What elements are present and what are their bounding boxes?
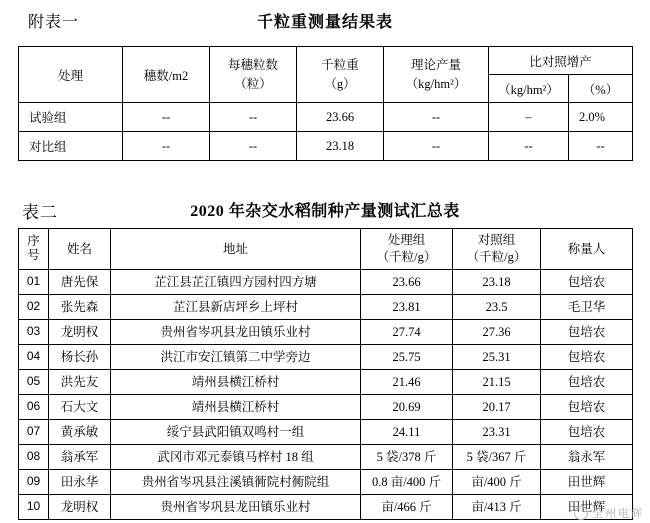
cell-yield: -- [384,103,489,132]
cell-grains: -- [210,103,297,132]
section-one-label: 附表一 [28,14,80,31]
cell-panicle: -- [123,132,210,161]
header-tgw-line2: （g） [324,76,356,91]
cell-control: 25.31 [453,345,541,370]
header-tgw-line1: 千粒重 [321,58,359,73]
yield-summary-table [18,228,633,520]
cell-control: 亩/400 斤 [453,470,541,495]
section-one-title: 千粒重测量结果表 [256,14,393,31]
header-compare-group: 比对照增产 [489,47,633,75]
cell-control: 5 袋/367 斤 [453,445,541,470]
header-compare-pct: （%） [569,75,633,103]
cell-index: 02 [19,295,49,320]
cell-index: 05 [19,370,49,395]
cell-measurer: 包培农 [541,270,633,295]
header-index-line2: 号 [27,248,40,262]
cell-name: 张先森 [49,295,111,320]
header-panicle-per-m2: 穗数/m2 [123,47,210,103]
cell-address: 武冈市邓元泰镇马梓村 18 组 [111,445,361,470]
cell-compare-pct: 2.0% [569,103,633,132]
table-row [19,495,633,520]
table-row [19,395,633,420]
cell-index: 06 [19,395,49,420]
cell-treated: 24.11 [361,420,453,445]
cell-address: 绥宁县武阳镇双鸣村一组 [111,420,361,445]
cell-measurer: 田世辉 [541,495,633,520]
table-row [19,103,633,132]
table-row [19,320,633,345]
cell-index: 03 [19,320,49,345]
cell-index: 09 [19,470,49,495]
cell-measurer: 包培农 [541,320,633,345]
header-compare-kg: （kg/hm²） [489,75,569,103]
cell-treated: 21.46 [361,370,453,395]
cell-name: 龙明权 [49,495,111,520]
cell-control: 23.31 [453,420,541,445]
table-row [19,132,633,161]
section-two-label: 表二 [22,203,58,222]
cell-control: 亩/413 斤 [453,495,541,520]
cell-treated: 0.8 亩/400 斤 [361,470,453,495]
cell-treated: 20.69 [361,395,453,420]
cell-name: 翁承军 [49,445,111,470]
cell-control: 23.5 [453,295,541,320]
section-two-header [0,196,650,224]
cell-address: 芷江县芷江镇四方园村四方塘 [111,270,361,295]
cell-index: 07 [19,420,49,445]
cell-compare-kg: – [489,103,569,132]
cell-yield: -- [384,132,489,161]
header-treated-group [361,229,453,270]
cell-treated: 5 袋/378 斤 [361,445,453,470]
cell-address: 贵州省岑巩县龙田镇乐业村 [111,320,361,345]
cell-treated: 25.75 [361,345,453,370]
header-treated-line1: 处理组 [387,233,426,248]
section-two-title: 2020 年杂交水稻制种产量测试汇总表 [190,203,460,220]
section-one-header [0,0,650,34]
watermark-logo-icon [574,506,588,520]
header-address: 地址 [111,229,361,270]
cell-index: 10 [19,495,49,520]
cell-panicle: -- [123,103,210,132]
cell-measurer: 毛卫华 [541,295,633,320]
cell-measurer: 包培农 [541,370,633,395]
cell-name: 龙明权 [49,320,111,345]
header-theoretical-yield-line2: （kg/hm²） [405,76,467,91]
cell-address: 洪江市安江镇第二中学旁边 [111,345,361,370]
watermark-text: 全州电辉 [592,508,644,520]
header-control-group [453,229,541,270]
cell-name: 黄承敏 [49,420,111,445]
cell-name: 唐先保 [49,270,111,295]
cell-measurer: 包培农 [541,420,633,445]
cell-name: 石大文 [49,395,111,420]
header-treated-line2: （千粒/g） [376,250,437,264]
cell-treated: 23.66 [361,270,453,295]
header-control-line2: （千粒/g） [466,250,527,264]
cell-name: 田永华 [49,470,111,495]
cell-measurer: 包培农 [541,395,633,420]
cell-treatment: 试验组 [19,103,123,132]
header-control-line1: 对照组 [477,233,516,248]
cell-index: 01 [19,270,49,295]
cell-control: 20.17 [453,395,541,420]
header-theoretical-yield-line1: 理论产量 [410,58,461,73]
cell-treatment: 对比组 [19,132,123,161]
cell-compare-pct: -- [569,132,633,161]
cell-address: 贵州省岑巩县注溪镇衕院村衕院组 [111,470,361,495]
cell-control: 23.18 [453,270,541,295]
cell-address: 芷江县新店坪乡上坪村 [111,295,361,320]
table-row [19,370,633,395]
table-header-row [19,229,633,270]
cell-address: 靖州县横江桥村 [111,370,361,395]
cell-measurer: 翁永军 [541,445,633,470]
header-grains-per-panicle [210,47,297,103]
cell-tgw: 23.66 [297,103,384,132]
cell-control: 21.15 [453,370,541,395]
table-row [19,295,633,320]
header-index [19,229,49,270]
cell-index: 08 [19,445,49,470]
cell-name: 杨长孙 [49,345,111,370]
watermark [574,505,644,521]
cell-address: 贵州省岑巩县龙田镇乐业村 [111,495,361,520]
cell-name: 洪先友 [49,370,111,395]
table-header-row [19,47,633,75]
cell-treated: 亩/466 斤 [361,495,453,520]
cell-measurer: 田世辉 [541,470,633,495]
header-treatment: 处理 [19,47,123,103]
header-grains-per-panicle-line2: （粒） [234,76,272,91]
cell-tgw: 23.18 [297,132,384,161]
cell-grains: -- [210,132,297,161]
header-theoretical-yield [384,47,489,103]
table-row [19,445,633,470]
table-row [19,270,633,295]
header-measurer: 称量人 [541,229,633,270]
table-row [19,345,633,370]
cell-address: 靖州县横江桥村 [111,395,361,420]
cell-compare-kg: -- [489,132,569,161]
thousand-grain-weight-table [18,46,633,161]
table-row [19,470,633,495]
header-grains-per-panicle-line1: 每穗粒数 [227,58,278,73]
cell-measurer: 包培农 [541,345,633,370]
cell-treated: 27.74 [361,320,453,345]
header-thousand-grain-weight [297,47,384,103]
table-row [19,420,633,445]
header-index-line1: 序 [27,234,40,249]
cell-index: 04 [19,345,49,370]
header-name: 姓名 [49,229,111,270]
cell-treated: 23.81 [361,295,453,320]
cell-control: 27.36 [453,320,541,345]
